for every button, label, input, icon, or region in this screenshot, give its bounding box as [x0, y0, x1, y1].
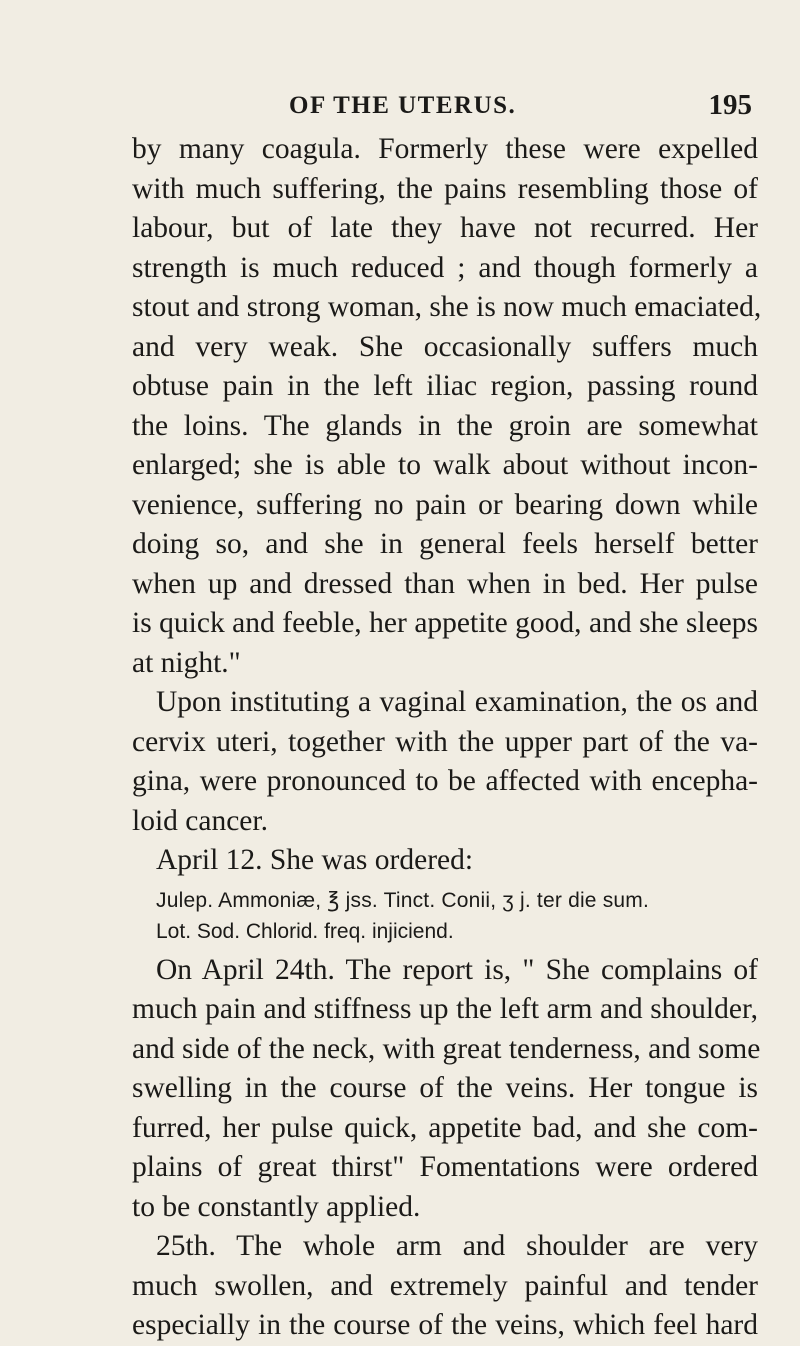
text-line: April 12. She was ordered: — [156, 844, 474, 876]
text-line: the loins. The glands in the groin are somewhat — [132, 409, 758, 442]
text-line: Upon instituting a vaginal examination, the os and — [156, 686, 758, 718]
text-line: obtuse pain in the left iliac region, passing round — [132, 370, 758, 402]
running-title: OF THE UTERUS. — [289, 92, 517, 119]
page-number: 195 — [708, 89, 752, 121]
text-line: cervix uteri, together with the upper part of the va- — [132, 725, 758, 758]
text-line: furred, her pulse quick, appetite bad, and she com- — [132, 1111, 758, 1144]
text-line: plains of great thirst" Fomentations were ordered — [132, 1151, 758, 1183]
text-line: loid cancer. — [132, 804, 268, 837]
text-line: and side of the neck, with great tenderness, and some — [132, 1032, 761, 1065]
prescription — [132, 885, 758, 947]
text-line: strength is much reduced ; and though formerly a — [132, 251, 758, 284]
prescription-line: Lot. Sod. Chlorid. freq. injiciend. — [156, 919, 454, 943]
running-head — [132, 89, 752, 124]
text-line: when up and dressed than when in bed. Her pulse — [132, 567, 758, 600]
text-line: 25th. The whole arm and shoulder are very — [156, 1230, 758, 1262]
text-line: On April 24th. The report is, " She complains of — [156, 953, 758, 986]
text-line: by many coagula. Formerly these were expelled — [132, 133, 758, 165]
text-line: venience, suffering no pain or bearing down while — [132, 488, 758, 521]
text-line: and very weak. She occasionally suffers much — [132, 330, 758, 363]
text-line: much swollen, and extremely painful and tender — [132, 1269, 758, 1302]
text-line: enlarged; she is able to walk about without incon- — [132, 449, 758, 481]
body-text — [132, 130, 762, 1346]
text-line: with much suffering, the pains resembling those of — [132, 172, 758, 205]
prescription-line: Julep. Ammoniæ, ℥ jss. Tinct. Conii, ʒ j. ter die sum. — [156, 888, 650, 912]
text-line: stout and strong woman, she is now much emaciated, — [132, 291, 762, 323]
text-line: is quick and feeble, her appetite good, and she sleeps — [132, 607, 758, 639]
text-line: much pain and stiffness up the left arm and shoulder, — [132, 993, 758, 1025]
text-line: especially in the course of the veins, which feel hard — [132, 1309, 758, 1341]
text-line: doing so, and she in general feels herself better — [132, 528, 758, 560]
text-line: labour, but of late they have not recurred. Her — [132, 212, 758, 244]
text-line: gina, were pronounced to be affected with encepha- — [132, 765, 758, 797]
text-line: swelling in the course of the veins. Her tongue is — [132, 1072, 758, 1104]
text-line: at night." — [132, 646, 241, 679]
text-line: to be constantly applied. — [132, 1190, 421, 1223]
